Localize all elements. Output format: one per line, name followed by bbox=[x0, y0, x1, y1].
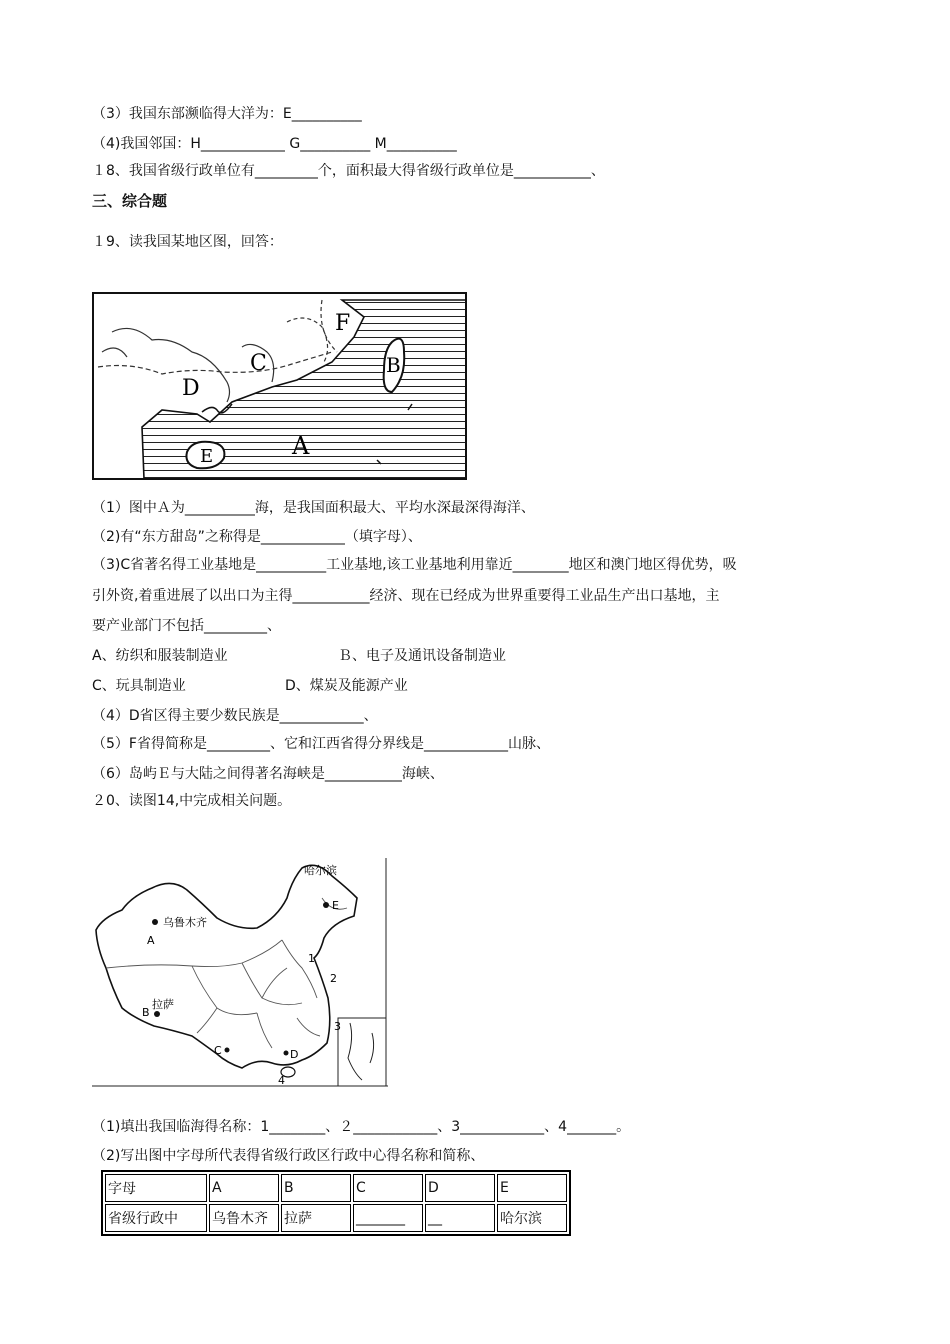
q19-part6: （6）岛屿Ｅ与大陆之间得著名海峡是___________海峡、 bbox=[92, 766, 444, 782]
section-heading: 三、综合题 bbox=[92, 192, 168, 210]
label-sea-2: 2 bbox=[330, 972, 337, 985]
table-cell: 字母 bbox=[105, 1174, 207, 1202]
q17-part4: （4)我国邻国：H____________ G__________ M__________ bbox=[92, 136, 457, 152]
map1-label-d: D bbox=[182, 376, 200, 401]
label-lhasa: 拉萨 bbox=[152, 998, 174, 1011]
label-d: D bbox=[290, 1048, 299, 1061]
q20-title: ２0、读图14,中完成相关问题。 bbox=[92, 793, 292, 809]
q19-part3-line3: 要产业部门不包括_________、 bbox=[92, 618, 281, 634]
table-cell: A bbox=[209, 1174, 279, 1202]
q19-part2: （2)有“东方甜岛”之称得是____________（填字母）、 bbox=[92, 529, 422, 545]
table-row bbox=[105, 1174, 567, 1202]
label-sea-4: 4 bbox=[278, 1074, 285, 1087]
map1-label-f: F bbox=[335, 311, 351, 336]
q19-part4: （4）D省区得主要少数民族是____________、 bbox=[92, 708, 378, 724]
q19-part1: （1）图中Ａ为__________海，是我国面积最大、平均水深最深得海洋、 bbox=[92, 500, 535, 516]
q17-part3: （3）我国东部濒临得大洋为：E__________ bbox=[92, 106, 362, 122]
label-e: E bbox=[332, 899, 339, 912]
q20-part2: （2)写出图中字母所代表得省级行政区行政中心得名称和简称、 bbox=[92, 1148, 485, 1164]
q19-part5: （5）F省得简称是_________、它和江西省得分界线是____________山脉、 bbox=[92, 736, 550, 752]
table-cell: 拉萨 bbox=[281, 1204, 351, 1232]
option-c: C、玩具制造业 bbox=[92, 678, 186, 694]
table-cell: 省级行政中 bbox=[105, 1204, 207, 1232]
map1-label-c: C bbox=[250, 351, 267, 376]
option-a: A、纺织和服装制造业 bbox=[92, 648, 228, 664]
option-b: Ｂ、电子及通讯设备制造业 bbox=[338, 648, 506, 664]
table-cell: B bbox=[281, 1174, 351, 1202]
map1-label-e: E bbox=[200, 446, 214, 467]
option-d: D、煤炭及能源产业 bbox=[285, 678, 408, 694]
china-map bbox=[92, 858, 390, 1088]
label-urumqi: 乌鲁木齐 bbox=[163, 916, 207, 929]
label-harbin: 哈尔滨 bbox=[304, 864, 337, 877]
table-cell: 哈尔滨 bbox=[497, 1204, 567, 1232]
table-cell: 乌鲁木齐 bbox=[209, 1204, 279, 1232]
label-a: A bbox=[147, 934, 155, 947]
label-sea-3: 3 bbox=[334, 1020, 341, 1033]
table-cell: __ bbox=[425, 1204, 495, 1232]
q18: １8、我国省级行政单位有_________个，面积最大得省级行政单位是___________、 bbox=[92, 163, 605, 179]
q19-part3-line1: （3)C省著名得工业基地是__________工业基地,该工业基地利用靠近________地区和澳门地区得优势，吸 bbox=[92, 557, 737, 573]
region-map bbox=[92, 292, 467, 480]
answer-table bbox=[101, 1170, 571, 1236]
table-cell: E bbox=[497, 1174, 567, 1202]
q19-part3-line2: 引外资,着重进展了以出口为主得___________经济、现在已经成为世界重要得工业品生产出口基地，主 bbox=[92, 588, 720, 604]
table-row bbox=[105, 1204, 567, 1232]
label-sea-1: 1 bbox=[308, 952, 315, 965]
q19-title: １9、读我国某地区图，回答： bbox=[92, 234, 283, 250]
map1-label-a: A bbox=[292, 432, 310, 460]
label-c: C bbox=[214, 1044, 222, 1057]
label-b: B bbox=[142, 1006, 150, 1019]
map1-label-b: B bbox=[386, 353, 401, 377]
table-cell: C bbox=[353, 1174, 423, 1202]
table-cell: D bbox=[425, 1174, 495, 1202]
q20-part1: （1)填出我国临海得名称：1________、２____________、3____________、4_______。 bbox=[92, 1119, 631, 1135]
table-cell: _______ bbox=[353, 1204, 423, 1232]
